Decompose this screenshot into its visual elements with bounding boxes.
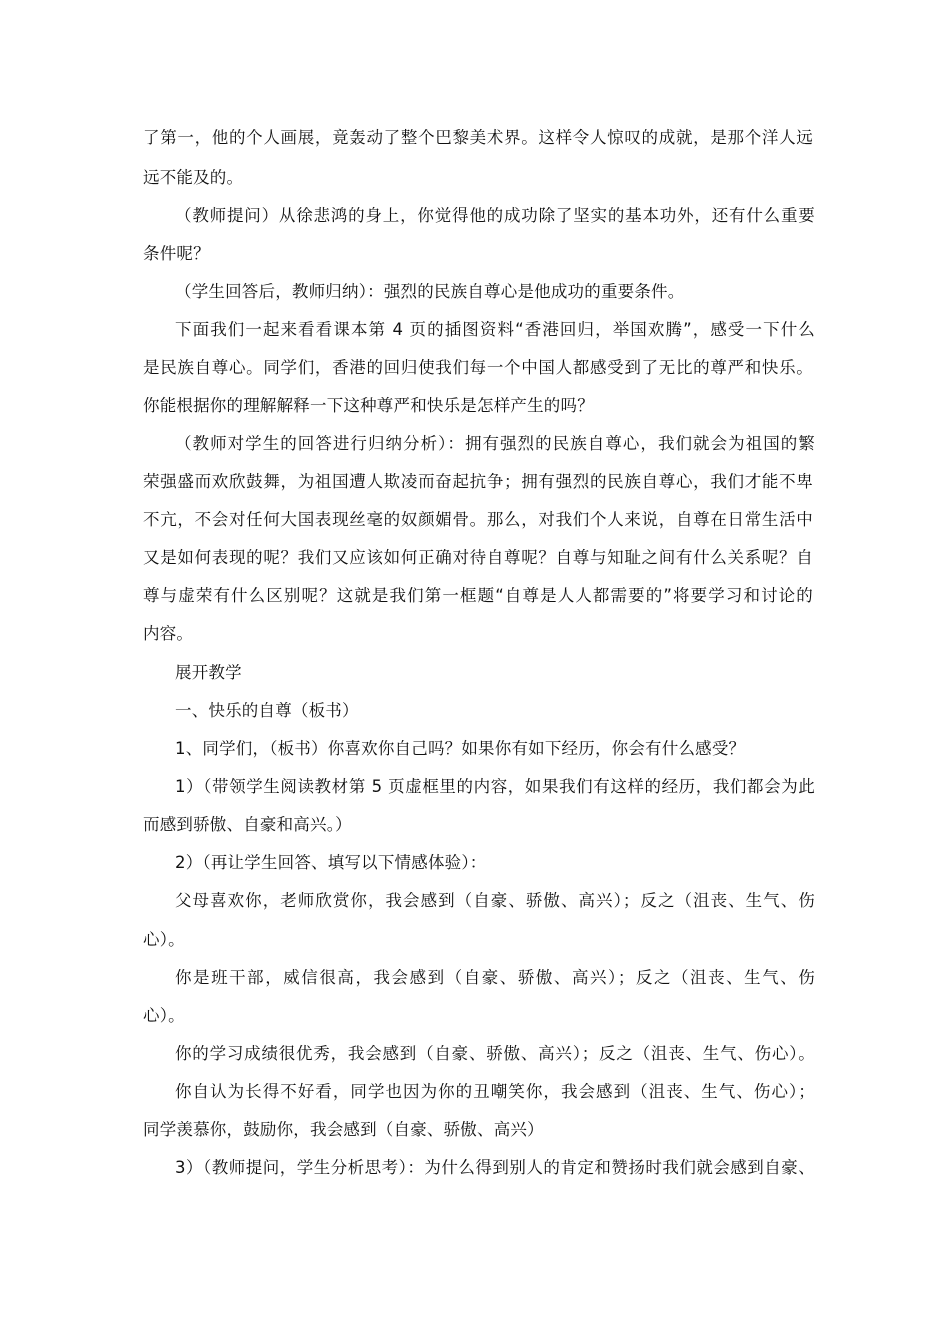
section-heading: 展开教学	[175, 663, 242, 682]
text-line: 你能根据你的理解解释一下这种尊严和快乐是怎样产生的吗？	[143, 396, 594, 415]
text-line: 下面我们一起来看看课本第 4 页的插图资料“香港回归，举国欢腾”，感受一下什么	[175, 320, 815, 339]
text-line: 尊与虚荣有什么区别呢？这就是我们第一框题“自尊是人人都需要的”将要学习和讨论的	[143, 586, 813, 605]
text-line: 心）。	[143, 1006, 185, 1025]
text-line: 你的学习成绩很优秀，我会感到（自豪、骄傲、高兴）；反之（沮丧、生气、伤心）。	[175, 1044, 815, 1063]
text-line: 你是班干部，威信很高，我会感到（自豪、骄傲、高兴）；反之（沮丧、生气、伤	[175, 968, 815, 987]
text-line: 1）（带领学生阅读教材第 5 页虚框里的内容，如果我们有这样的经历，我们都会为此	[175, 777, 815, 796]
text-line: （学生回答后，教师归纳）：强烈的民族自尊心是他成功的重要条件。	[175, 282, 685, 301]
text-line: 同学羡慕你，鼓励你，我会感到（自豪、骄傲、高兴）	[143, 1120, 544, 1139]
text-line: 又是如何表现的呢？我们又应该如何正确对待自尊呢？自尊与知耻之间有什么关系呢？自	[143, 548, 813, 567]
text-line: 是民族自尊心。同学们，香港的回归使我们每一个中国人都感受到了无比的尊严和快乐。	[143, 358, 813, 377]
text-line: 了第一，他的个人画展，竟轰动了整个巴黎美术界。这样令人惊叹的成就，是那个洋人远	[143, 128, 813, 147]
text-line: 3）（教师提问，学生分析思考）：为什么得到别人的肯定和赞扬时我们就会感到自豪、	[175, 1158, 815, 1177]
text-line: 你自认为长得不好看，同学也因为你的丑嘲笑你，我会感到（沮丧、生气、伤心）；	[175, 1082, 815, 1101]
text-line: 荣强盛而欢欣鼓舞，为祖国遭人欺凌而奋起抗争；拥有强烈的民族自尊心，我们才能不卑	[143, 472, 813, 491]
text-line: 而感到骄傲、自豪和高兴。）	[143, 815, 352, 834]
text-line: 内容。	[143, 624, 194, 643]
text-line: 心）。	[143, 930, 185, 949]
text-line: 条件呢？	[143, 244, 210, 263]
text-line: 2）（再让学生回答、填写以下情感体验）：	[175, 853, 487, 872]
text-line: 父母喜欢你，老师欣赏你，我会感到（自豪、骄傲、高兴）；反之（沮丧、生气、伤	[175, 891, 815, 910]
text-line: 1、同学们，（板书）你喜欢你自己吗？如果你有如下经历，你会有什么感受？	[175, 739, 746, 758]
section-heading: 一、快乐的自尊（板书）	[175, 701, 359, 720]
text-line: 远不能及的。	[143, 168, 244, 187]
text-line: （教师提问）从徐悲鸿的身上，你觉得他的成功除了坚实的基本功外，还有什么重要	[175, 206, 815, 225]
text-line: （教师对学生的回答进行归纳分析）：拥有强烈的民族自尊心，我们就会为祖国的繁	[175, 434, 815, 453]
text-line: 不亢，不会对任何大国表现丝毫的奴颜媚骨。那么，对我们个人来说，自尊在日常生活中	[143, 510, 813, 529]
